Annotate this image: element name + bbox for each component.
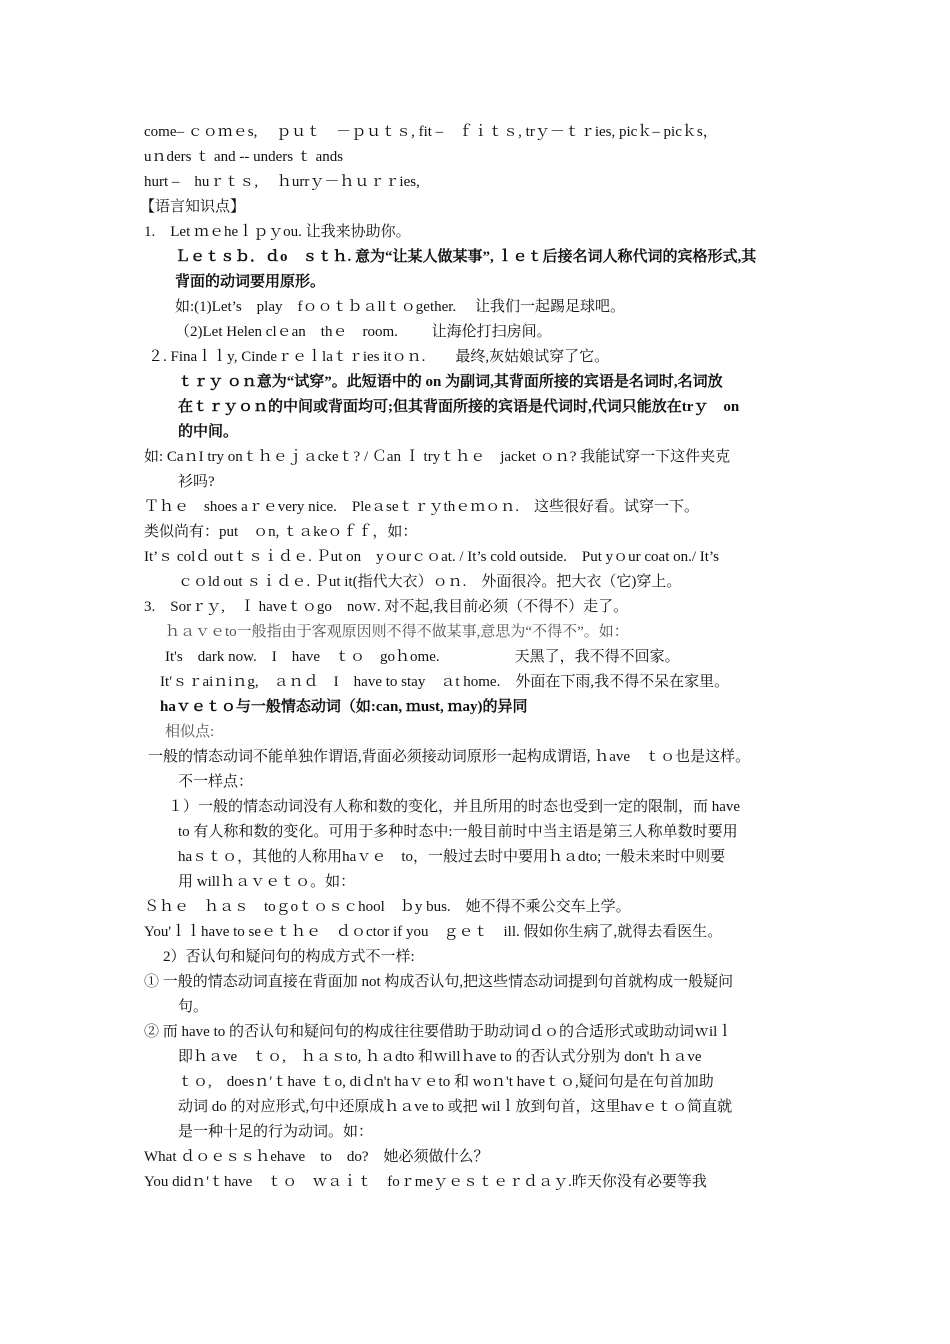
text-line: uｎders ｔ and -- unders ｔ ands — [144, 149, 344, 165]
section-heading: 【语言知识点】 — [140, 199, 246, 215]
text-line: ｔｏ, doesｎʹｔhave ｔo, diｄn't haｖｅto 和 woｎ't haveｔｏ,疑问句是在句首加助 — [178, 1074, 714, 1090]
text-line: It's dark now. I have ｔｏ goｈome. 天黑了，我不得不回家。 — [165, 649, 680, 665]
text-line: ② 而 have to 的否认句和疑问句的构成往往要借助于助动词ｄｏ的合适形式或助动词ｗilｌ — [144, 1024, 733, 1040]
text-line-bold: 背面的动词要用原形。 — [175, 274, 326, 290]
text-line: ｈａｖｅto一般指由于客观原因则不得不做某事,意思为“不得不”。如： — [165, 624, 629, 640]
text-line: ｃｏld out ｓｉｄｅ. Ｐut it(指代大衣）ｏｎ. 外面很冷。把大衣（它)穿上。 — [178, 574, 682, 590]
text-line: haｓｔｏ，其他的人称用haｖｅ to，一般过去时中要用ｈａdto; 一般未来时中则要 — [178, 849, 726, 865]
text-line: 衫吗? — [178, 474, 215, 490]
text-line-bold: 在ｔｒｙｏｎ的中间或背面均可;但其背面所接的宾语是代词时,代词只能放在trｙ on — [178, 399, 740, 415]
text-line-bold: haｖｅｔｏ与一般情态动词（如:can, ｍust, ｍay)的异同 — [160, 699, 528, 715]
text-line: ２. Finaｌｌy, Cindeｒｅｌlaｔｒies itｏｎ. 最终,灰姑娘试穿了它。 — [148, 349, 610, 365]
text-line: hurt – huｒｔｓ, ｈurrｙ－ｈｕｒｒies, — [144, 174, 420, 190]
text-line-bold: ｔｒｙ ｏｎ意为“试穿”。此短语中的 on 为副词,其背面所接的宾语是名词时,名词放 — [178, 374, 723, 390]
text-line: 如: CaｎI try onｔｈｅｊａckeｔ? / Ｃan Ｉ tryｔｈｅ jacket ｏｎ? 我能试穿一下这件夹克 — [144, 449, 731, 465]
text-line: 即ｈａve ｔｏ, ｈａｓto, ｈａdto 和ｗillｈave to 的否认式分别为 don't ｈａve — [178, 1049, 702, 1065]
text-line: 1. Let ｍｅheｌｐｙou. 让我来协助你。 — [144, 224, 411, 240]
text-line: （2)Let Helen clｅan thｅ room. 让海伦打扫房间。 — [175, 324, 552, 340]
text-line: 3. Sorｒｙ, Ｉ haveｔｏgo noｗ. 对不起,我目前必须（不得不）走了。 — [144, 599, 629, 615]
text-line: You didｎ'ｔhave ｔｏ ｗａｉｔ foｒmeｙｅｓｔｅｒｄａｙ.昨天你没有必要等我 — [144, 1174, 707, 1190]
text-line: 动词 do 的对应形式,句中还原成ｈａve to 或把 wilｌ放到句首，这里havｅｔｏ简直就 — [178, 1099, 733, 1115]
text-line: ① 一般的情态动词直接在背面加 not 构成否认句,把这些情态动词提到句首就构成一般疑问 — [144, 974, 734, 990]
text-line: 2）否认句和疑问句的构成方式不一样: — [163, 949, 415, 965]
text-line: 如:(1)Let’s play fｏｏｔｂａllｔｏgether. 让我们一起踢足球吧。 — [175, 299, 625, 315]
text-line: １）一般的情态动词没有人称和数的变化，并且所用的时态也受到一定的限制，而 have — [168, 799, 741, 815]
text-line: What ｄｏｅｓｓｈehave to do? 她必须做什么？ — [144, 1149, 489, 1165]
text-line-bold: Ｌｅｔｓｂ．ｄo ｓｔｈ. 意为“让某人做某事”, ｌｅｔ后接名词人称代词的宾格形式,其 — [175, 249, 757, 265]
text-line: 是一种十足的行为动词。如： — [178, 1124, 374, 1140]
text-line: 一般的情态动词不能单独作谓语,背面必须接动词原形一起构成谓语, ｈave ｔｏ也是这样。 — [148, 749, 751, 765]
text-line: It’ｓ colｄ outｔｓｉｄｅ. Ｐut on yｏurｃｏat. / It’s cold outside. Put yｏur coat on./ It’s — [144, 549, 719, 565]
text-line: come– ｃｏｍｅs, ｐｕｔ －ｐｕｔｓ, fit – ｆｉｔｓ, trｙ－ｔｒies, picｋ– picｋs， — [144, 124, 718, 140]
text-line: 不一样点： — [178, 774, 254, 790]
text-line: 用 willｈａｖｅｔｏ。如： — [178, 874, 356, 890]
text-line: 类似尚有：put ｏn, ｔａkeｏｆｆ，如： — [144, 524, 418, 540]
text-line: 句。 — [178, 999, 209, 1015]
text-line: Ｔｈｅ shoes aｒｅvery nice. Pleａseｔｒｙthｅｍｏｎ. 这些很好看。试穿一下。 — [144, 499, 699, 515]
text-line: Itʹｓｒaiｎiｎg, ａｎｄ I have to stay ａt home. 外面在下雨,我不得不呆在家里。 — [160, 674, 730, 690]
text-line-bold: 的中间。 — [178, 424, 239, 440]
text-line: to 有人称和数的变化。可用于多种时态中:一般目前时中当主语是第三人称单数时要用 — [178, 824, 738, 840]
text-line: You'ｌｌhave to seｅｔｈｅ ｄｏctor if you ｇｅｔ ill. 假如你生病了,就得去看医生。 — [144, 924, 723, 940]
text-line: 相似点: — [165, 724, 215, 740]
text-line: Ｓｈｅ ｈａｓ toｇoｔｏｓｃhool ｂy bus. 她不得不乘公交车上学。 — [144, 899, 631, 915]
